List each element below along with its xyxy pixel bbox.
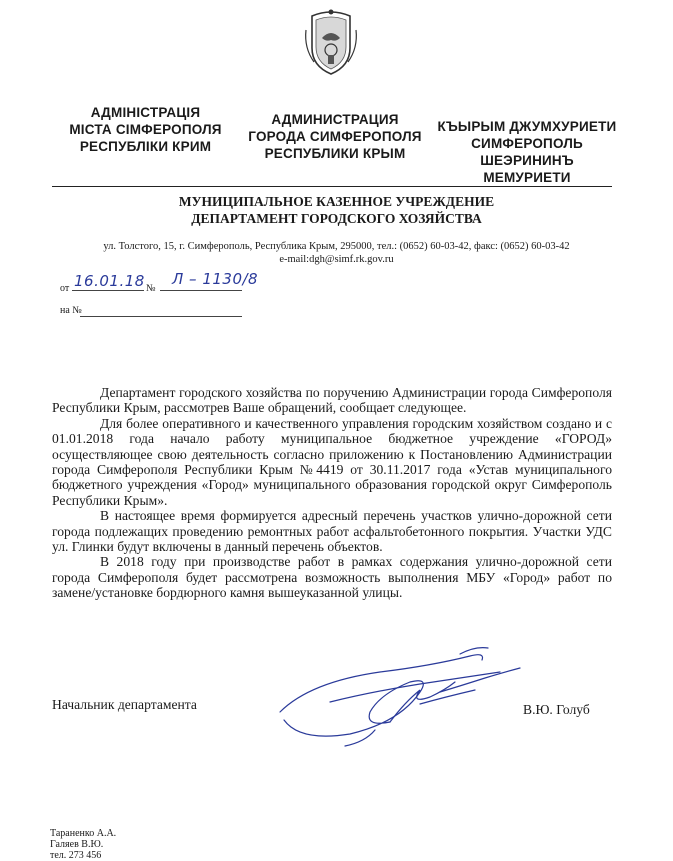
header-right-line-2: СИМФЕРОПОЛЬ — [471, 136, 583, 151]
organization-line-2: ДЕПАРТАМЕНТ ГОРОДСКОГО ХОЗЯЙСТВА — [191, 211, 482, 226]
organization-line-1: МУНИЦИПАЛЬНОЕ КАЗЕННОЕ УЧРЕЖДЕНИЕ — [178, 194, 495, 209]
body-paragraph-1: Департамент городского хозяйства по поручению Администрации города Симферополя Республики Крым, рассмотрев Ваше обращений, сообщает следующее. — [52, 385, 612, 416]
header-ukrainian — [58, 104, 233, 155]
crimea-coat-of-arms-icon — [302, 8, 360, 78]
address-line-2: e-mail:dgh@simf.rk.gov.ru — [279, 254, 394, 265]
signatory-position: Начальник департамента — [52, 697, 197, 712]
header-russian — [240, 111, 430, 162]
executor-info — [50, 828, 116, 861]
on-number-label: на № — [60, 305, 82, 316]
header-left-line-2: МІСТА СІМФЕРОПОЛЯ — [69, 122, 222, 137]
organization-title — [0, 193, 673, 227]
header-right-line-4: МЕМУРИЕТИ — [483, 170, 571, 185]
header-left-line-3: РЕСПУБЛІКИ КРИМ — [79, 139, 212, 154]
header-center-line-2: ГОРОДА СИМФЕРОПОЛЯ — [248, 129, 422, 144]
header-left-line-1: АДМІНІСТРАЦІЯ — [90, 105, 201, 120]
header-divider — [52, 186, 612, 187]
number-label: № — [146, 283, 156, 294]
address-line-1: ул. Толстого, 15, г. Симферополь, Республика Крым, 295000, тел.: (0652) 60-03-42, факс: (0652) 60-03-42 — [103, 241, 570, 252]
executor-2: Галяев В.Ю. — [50, 839, 104, 850]
letter-number: Л – 1130/8 — [172, 270, 259, 288]
body-paragraph-2: Для более оперативного и качественного управления городским хозяйством создано и с 01.01.2018 года начало работу муниципальное бюджетное учреждение «ГОРОД» осуществляющее свою деятельность согласно приложению к Постановлению Администрации города Симферополя Республики Крым №4419 от 30.11.2017 года «Устав муниципального бюджетного учреждения «Город» муниципального образования городской округ Симферополь Республики Крым». — [52, 415, 612, 508]
executor-phone: тел. 273 456 — [50, 850, 102, 861]
header-center-line-3: РЕСПУБЛИКИ КРЫМ — [264, 146, 406, 161]
signatory-name: В.Ю. Голуб — [523, 702, 590, 717]
from-label: от — [60, 283, 70, 294]
handwritten-signature — [270, 642, 540, 752]
date-underline — [72, 290, 144, 291]
header-center-line-1: АДМИНИСТРАЦИЯ — [271, 112, 399, 127]
header-right-line-1: КЪЫРЫМ ДЖУМХУРИЕТИ — [437, 119, 617, 134]
letter-date: 16.01.18 — [74, 272, 145, 290]
executor-1: Тараненко А.А. — [50, 828, 117, 839]
body-paragraph-4: В 2018 году при производстве работ в рамках содержания улично-дорожной сети города Симферополя будет рассмотрена возможность выполнения МБУ «Город» работ по замене/установке бордюрного камня вышеуказанной улицы. — [52, 554, 612, 601]
number-underline — [160, 290, 242, 291]
body-paragraph-3: В настоящее время формируется адресный перечень участков улично-дорожной сети города подлежащих проведению ремонтных работ асфальтобетонного покрытия. Участки УДС ул. Глинки будут включены в данный перечень объектов. — [52, 508, 612, 555]
header-crimean-tatar — [432, 118, 622, 186]
organization-address — [0, 240, 673, 266]
letter-body — [52, 385, 612, 601]
on-number-underline — [80, 316, 242, 317]
header-right-line-3: ШЕЭРИНИНЪ — [480, 153, 574, 168]
